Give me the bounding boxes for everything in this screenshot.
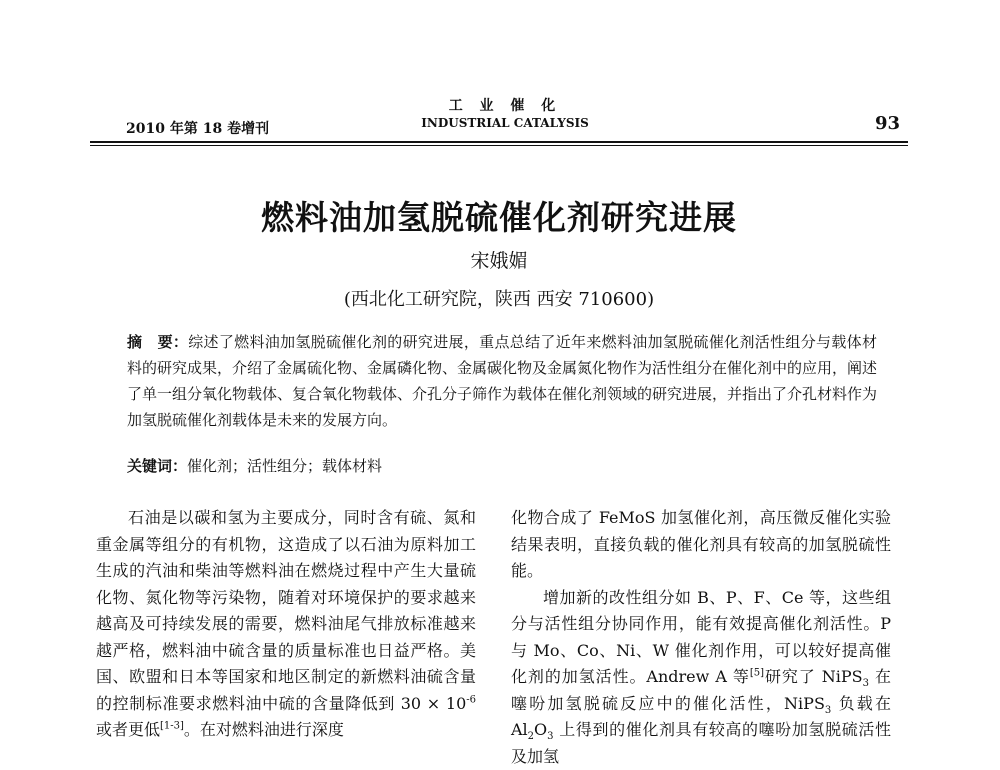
article-affiliation: (西北化工研究院，陕西 西安 710600) [90,285,908,311]
citation-ref[interactable]: [1-3] [160,721,184,732]
keywords-label: 关键词： [127,457,187,475]
text-run: 增加新的改性组分如 B、P、F、Ce 等，这些组分与活性组分协同作用，能有效提高催化剂活性。P 与 Mo、Co、Ni、W 催化剂作用，可以较好提高催化剂的加氢活性。Andrew A 等 [511,588,891,687]
text-run: 负载在 Al [511,694,891,740]
body-paragraph [96,505,476,744]
body-paragraph [511,585,891,770]
article-title: 燃料油加氢脱硫催化剂研究进展 [90,192,908,239]
subscript: 3 [825,705,831,716]
body-paragraph: 化物合成了 FeMoS 加氢催化剂，高压微反催化实验结果表明，直接负载的催化剂具有较高的加氢脱硫性能。 [511,505,891,585]
body-column-right [511,505,891,770]
abstract [127,329,877,433]
text-run: 石油是以碳和氢为主要成分，同时含有硫、氮和重金属等组分的有机物，这造成了以石油为原料加工生成的汽油和柴油等燃料油在燃烧过程中产生大量硫化物、氮化物等污染物，随着对环境保护的要求越来越高及可持续发展的需要，燃料油尾气排放标准越来越严格，燃料油中硫含量的质量标准也日益严格。美国、欧盟和日本等国家和地区制定的新燃料油硫含量的控制标准要求燃料油中硫的含量降低到 30 × 10 [96,508,476,713]
text-run: 在噻吩加氢脱硫反应中的催化活性，NiPS [511,667,891,713]
exponent: -6 [466,694,476,705]
body-column-left [96,505,476,744]
text-run: 。在对燃料油进行深度 [184,720,344,739]
text-run: O [534,720,547,739]
header-rule-thick [90,141,908,143]
journal-name [380,98,630,132]
abstract-label: 摘 要： [127,333,188,351]
keywords-text: 催化剂；活性组分；载体材料 [187,457,382,475]
abstract-text: 综述了燃料油加氢脱硫催化剂的研究进展，重点总结了近年来燃料油加氢脱硫催化剂活性组分与载体材料的研究成果，介绍了金属硫化物、金属磷化物、金属碳化物及金属氮化物作为活性组分在催化剂中的应用，阐述了单一组分氧化物载体、复合氧化物载体、介孔分子筛作为载体在催化剂领域的研究进展，并指出了介孔材料作为加氢脱硫催化剂载体是未来的发展方向。 [127,333,877,429]
article-author: 宋娥媚 [90,246,908,273]
keywords [127,455,877,476]
text-run: 上得到的催化剂具有较高的噻吩加氢脱硫活性及加氢 [511,720,891,766]
subscript: 2 [528,731,534,742]
citation-ref[interactable]: [5] [750,668,764,679]
text-run: 或者更低 [96,720,160,739]
header-rule-thin [90,145,908,146]
subscript: 3 [863,678,869,689]
subscript: 3 [547,731,553,742]
journal-name-cn: 工 业 催 化 [380,98,630,115]
journal-name-en: INDUSTRIAL CATALYSIS [380,115,630,132]
text-run: 研究了 NiPS [764,667,863,686]
page-number: 93 [840,113,900,134]
journal-issue: 2010 年第 18 卷增刊 [126,118,269,138]
